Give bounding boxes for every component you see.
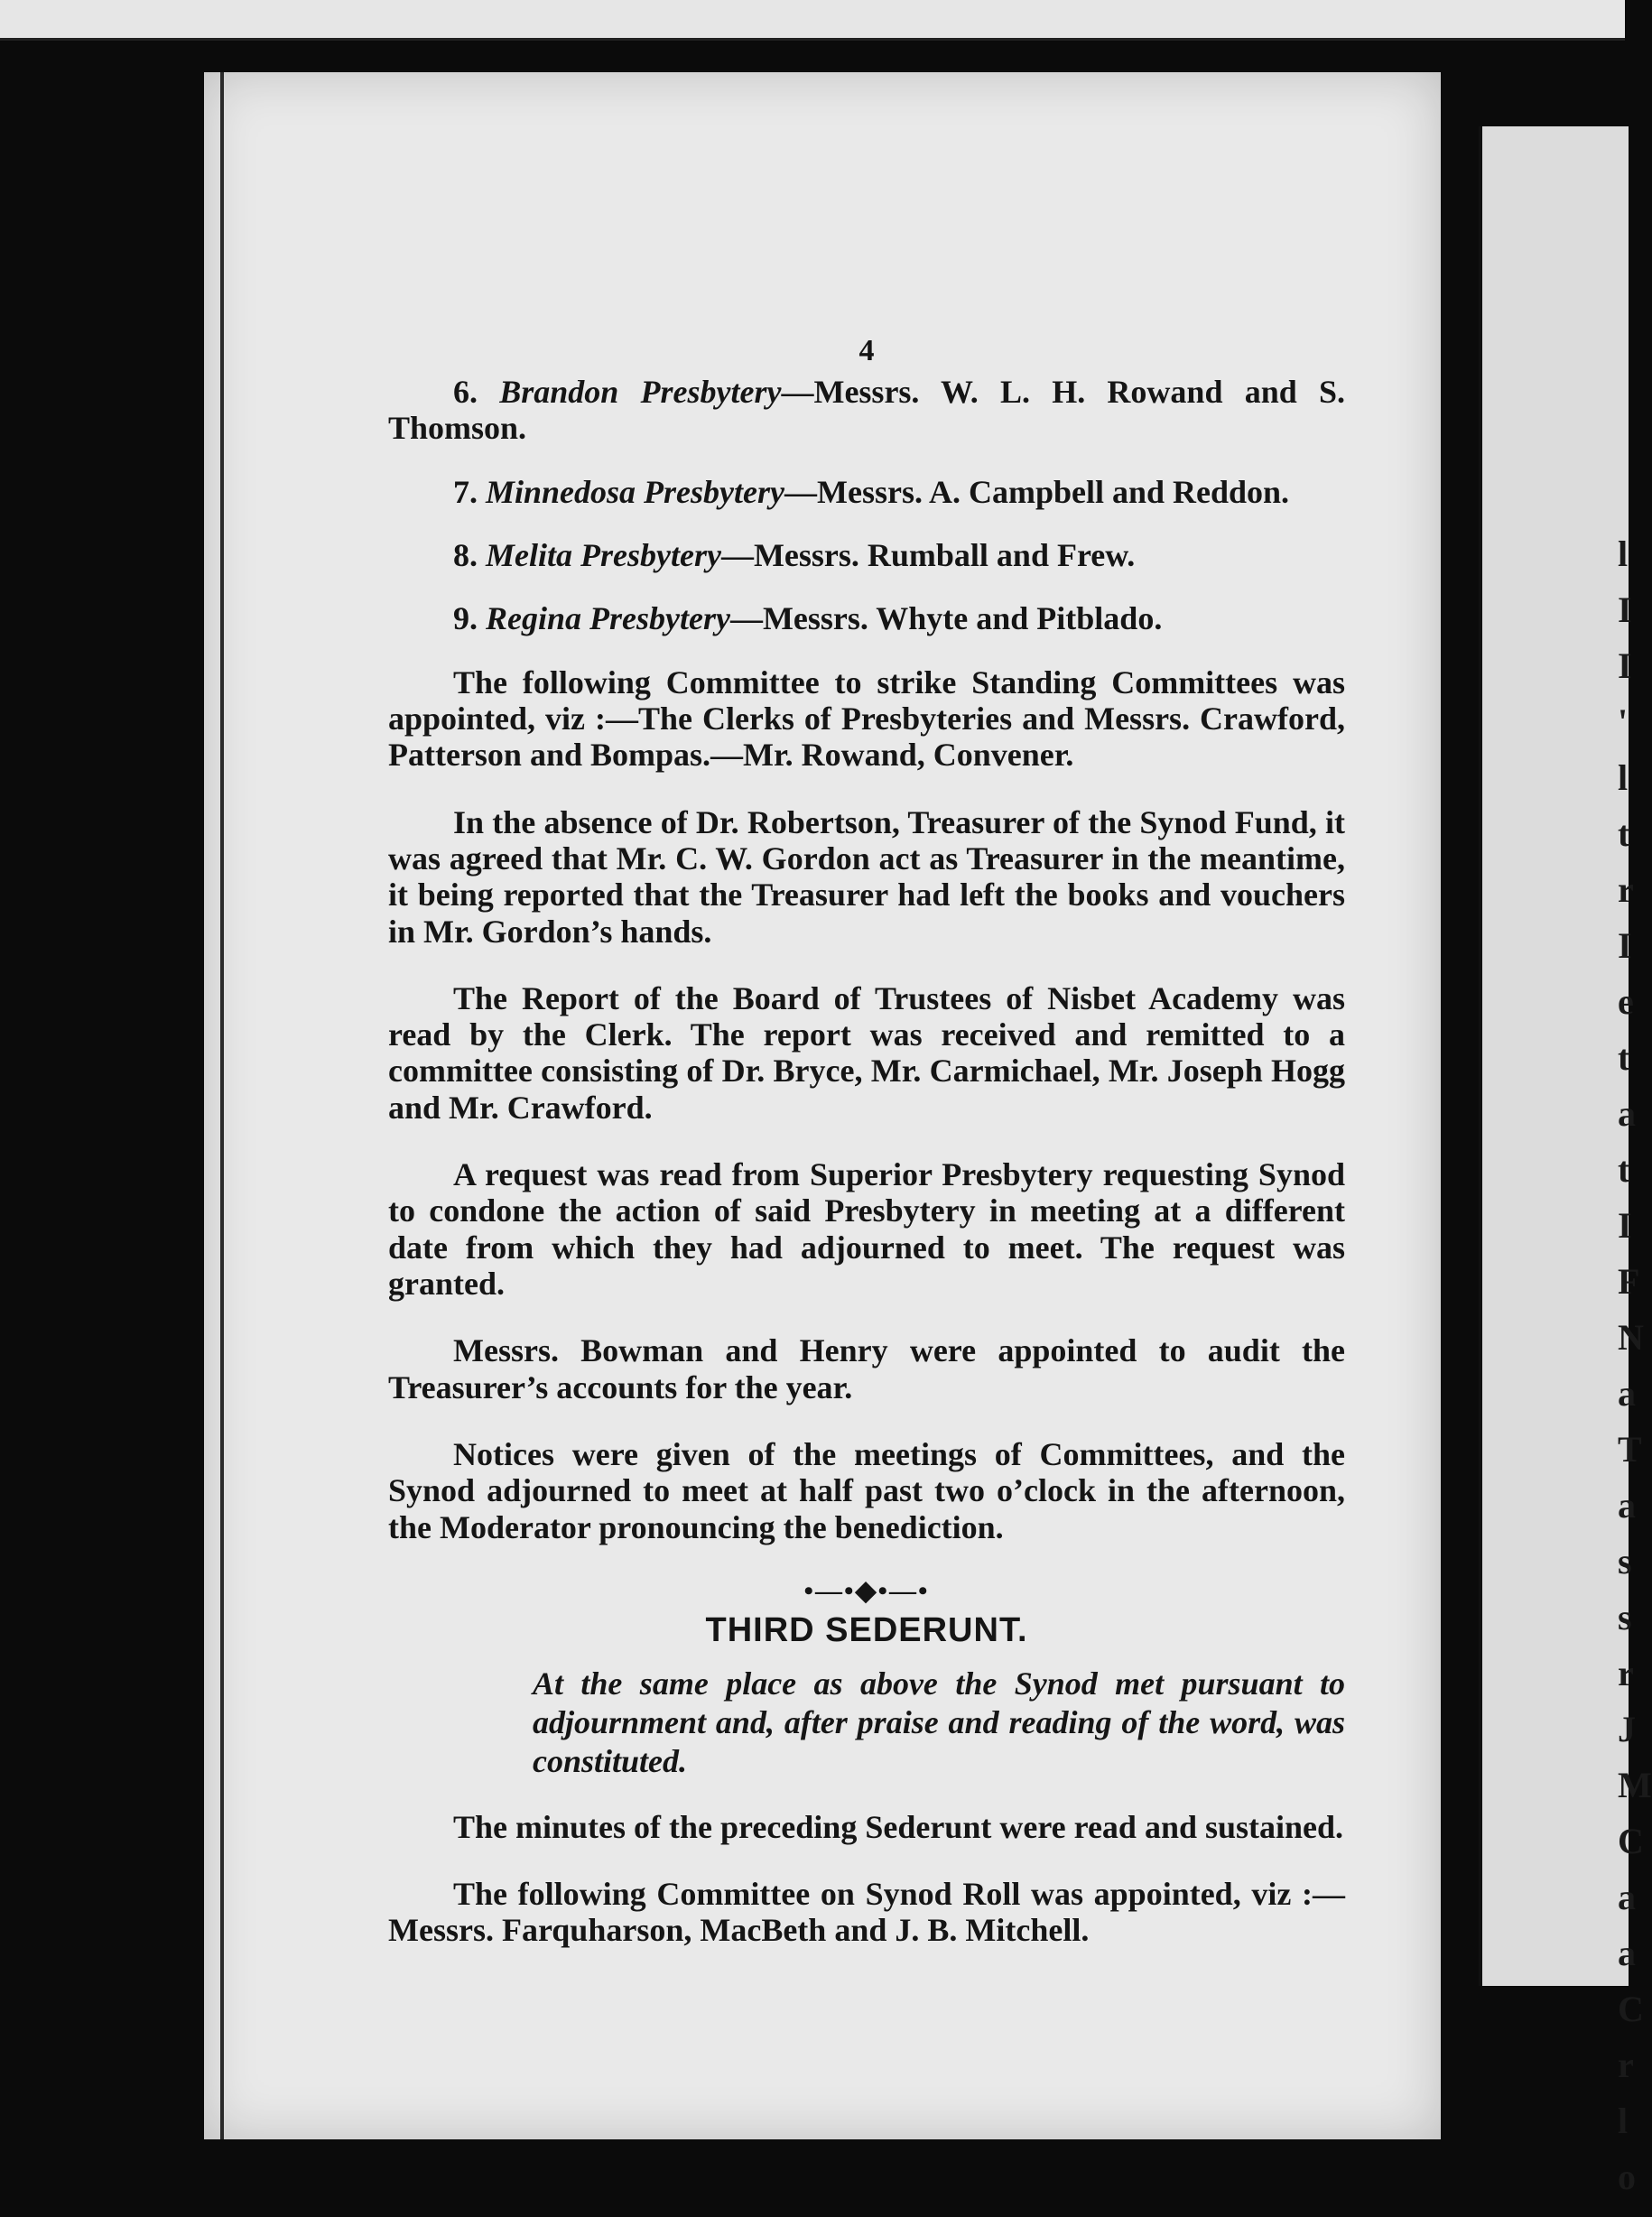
adjacent-page-letter: r	[1618, 869, 1634, 910]
paragraph-minutes: The minutes of the preceding Sederunt were read and sustained.	[453, 1808, 1344, 1845]
adjacent-page-letter: N	[1618, 1317, 1644, 1358]
adjacent-page-letter: I	[1618, 1205, 1632, 1246]
adjacent-page-letter: e	[1618, 981, 1634, 1022]
adjacent-page-letter: t	[1618, 1149, 1630, 1190]
adjacent-page-letter: a	[1618, 1093, 1636, 1134]
adjacent-page-letter: a	[1618, 1373, 1636, 1414]
section-heading: THIRD SEDERUNT.	[705, 1611, 1028, 1650]
adjacent-page-letter: I	[1618, 589, 1632, 630]
presbytery-name: Regina Presbytery	[486, 600, 730, 637]
item-number: 6.	[453, 374, 478, 411]
paragraph-standing-committees: The following Committee to strike Standing Committees was appointed, viz :—The Clerks of Presbyteries and Messrs. Crawford, Patterson and Bompas.—Mr. Rowand, Convener.	[388, 663, 1345, 774]
paragraph-adjournment: Notices were given of the meetings of Committees, and the Synod adjourned to meet at half past two o’clock in the afternoon, the Moderator pronouncing the benediction.	[388, 1435, 1345, 1545]
item-number: 9.	[453, 600, 478, 637]
adjacent-page-letter: I	[1618, 645, 1632, 686]
adjacent-page-letter: o	[1618, 2157, 1636, 2197]
item-number: 8.	[453, 537, 478, 574]
adjacent-page-letter: C	[1618, 1989, 1644, 2029]
adjacent-page-letter: C	[1618, 1821, 1644, 1861]
adjacent-page-letter: l	[1618, 2101, 1629, 2141]
adjacent-page-letter: F	[1618, 1261, 1640, 1302]
presbytery-name: Brandon Presbytery	[499, 374, 782, 411]
adjacent-page-letter: a	[1618, 1485, 1636, 1526]
adjacent-page-letter: T	[1618, 1429, 1642, 1470]
list-item	[388, 537, 1345, 573]
list-item	[388, 600, 1345, 636]
list-item	[388, 374, 1345, 447]
adjacent-page-letter: a	[1618, 1933, 1636, 1973]
paragraph-nisbet-academy: The Report of the Board of Trustees of Nisbet Academy was read by the Clerk. The report was received and remitted to a committee consisting of Dr. Bryce, Mr. Carmichael, Mr. Joseph Hogg and Mr. Crawford.	[388, 979, 1345, 1126]
item-number: 7.	[453, 473, 478, 510]
page-content	[388, 334, 1345, 1980]
paragraph-auditors: Messrs. Bowman and Henry were appointed to audit the Treasurer’s accounts for the year.	[388, 1332, 1345, 1405]
adjacent-page-letter: a	[1618, 1877, 1636, 1917]
section-intro: At the same place as above the Synod met pursuant to adjournment and, after praise and reading of the word, was constituted.	[533, 1665, 1345, 1780]
adjacent-page-letter: l	[1618, 533, 1629, 574]
paragraph-synod-roll: The following Committee on Synod Roll was appointed, viz :—Messrs. Farquharson, MacBeth and J. B. Mitchell.	[388, 1875, 1345, 1949]
adjacent-page-letter: M	[1618, 1765, 1652, 1805]
page-number: 4	[858, 334, 875, 367]
adjacent-page-letter: l	[1618, 757, 1629, 798]
item-text: —Messrs. Whyte and Pitblado.	[729, 600, 1163, 637]
adjacent-page-letter: s	[1618, 1597, 1632, 1637]
item-text: —Messrs. Rumball and Frew.	[720, 537, 1136, 574]
adjacent-page-letter: t	[1618, 1037, 1630, 1078]
adjacent-page-letter: t	[1618, 813, 1630, 854]
adjacent-page-letter: r	[1618, 2045, 1634, 2085]
paragraph-treasurer: In the absence of Dr. Robertson, Treasurer of the Synod Fund, it was agreed that Mr. C. W. Gordon act as Treasurer in the meantime, it being reported that the Treasurer had left the books and vouchers in Mr. Gordon’s hands.	[388, 803, 1345, 950]
adjacent-page-letter: r	[1618, 1653, 1634, 1693]
ornamental-divider: •—•◆•—•	[803, 1575, 930, 1606]
paragraph-superior-presbytery: A request was read from Superior Presbytery requesting Synod to condone the action of said Presbytery in meeting at a different date from which they had adjourned to meet. The request was granted.	[388, 1156, 1345, 1303]
adjacent-page-edge	[1479, 126, 1652, 2197]
item-text: —Messrs. A. Campbell and Reddon.	[784, 473, 1290, 510]
adjacent-page-letter: J	[1618, 1709, 1636, 1749]
scan-top-border	[0, 0, 1625, 41]
presbytery-name: Melita Presbytery	[486, 537, 721, 574]
list-item	[388, 474, 1345, 510]
presbytery-name: Minnedosa Presbytery	[486, 473, 784, 510]
adjacent-page-letter: s	[1618, 1541, 1632, 1582]
item-text: —Messrs. W. L. H. Rowand and S. Thomson.	[388, 374, 1345, 447]
adjacent-page-letter: I	[1618, 925, 1632, 966]
adjacent-page-letter: '	[1618, 701, 1629, 742]
scan-left-margin	[0, 41, 200, 2217]
